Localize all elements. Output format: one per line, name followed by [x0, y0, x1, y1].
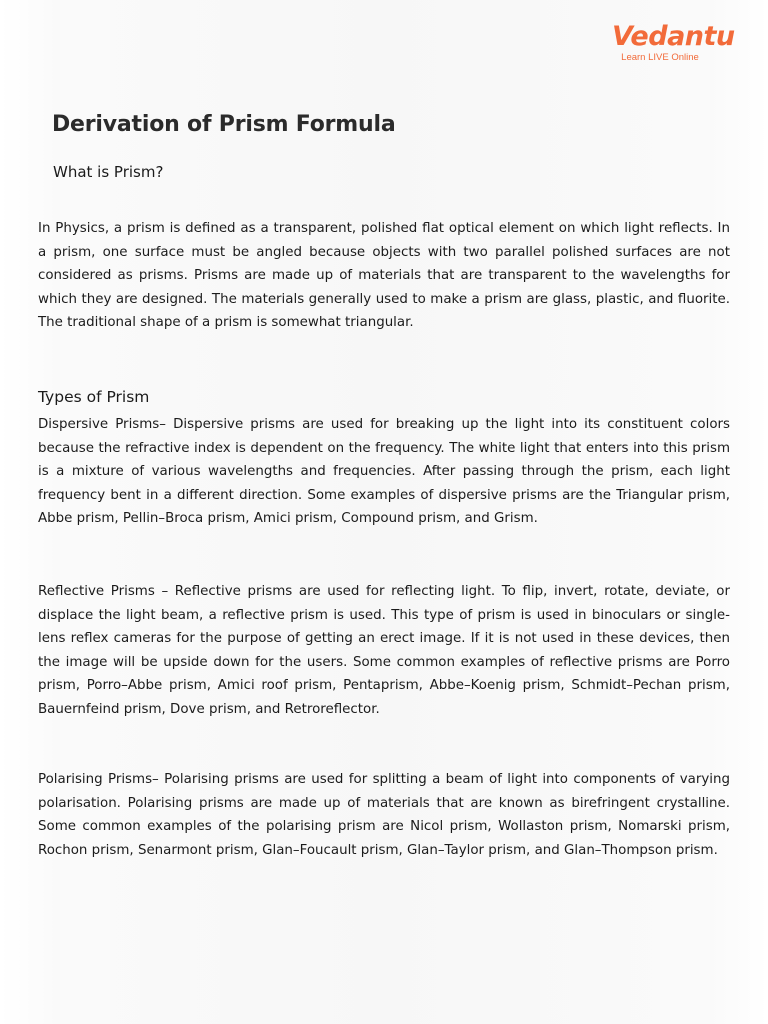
prism-definition-paragraph: In Physics, a prism is defined as a transparent, polished flat optical element on which light reflects. In a prism, one surface must be angled because objects with two parallel polished surfaces are not considered as prisms. Prisms are made up of materials that are transparent to the wavelengths for which they are designed. The materials generally used to make a prism are glass, plastic, and fluorite. The traditional shape of a prism is somewhat triangular.	[38, 221, 730, 330]
logo-tagline: Learn LIVE Online	[621, 52, 699, 63]
reflective-prisms-paragraph: Reflective Prisms – Reflective prisms are used for reflecting light. To flip, invert, rotate, deviate, or displace the light beam, a reflective prism is used. This type of prism is used in binoculars or single-lens reflex cameras for the purpose of getting an erect image. If it is not used in these devices, then the image will be upside down for the users. Some common examples of reflective prisms are Porro prism, Porro–Abbe prism, Amici roof prism, Pentaprism, Abbe–Koenig prism, Schmidt–Pechan prism, Bauernfeind prism, Dove prism, and Retroreflector.	[38, 584, 730, 717]
what-is-prism-heading: What is Prism?	[53, 163, 164, 181]
dispersive-prisms-paragraph: Dispersive Prisms– Dispersive prisms are used for breaking up the light into its constituent colors because the refractive index is dependent on the frequency. The white light that enters into this prism is a mixture of various wavelengths and frequencies. After passing through the prism, each light frequency bent in a different direction. Some examples of dispersive prisms are the Triangular prism, Abbe prism, Pellin–Broca prism, Amici prism, Compound prism, and Grism.	[38, 417, 730, 526]
polarising-prisms-paragraph: Polarising Prisms– Polarising prisms are used for splitting a beam of light into components of varying polarisation. Polarising prisms are made up of materials that are known as birefringent crystalline. Some common examples of the polarising prism are Nicol prism, Wollaston prism, Nomarski prism, Rochon prism, Senarmont prism, Glan–Foucault prism, Glan–Taylor prism, and Glan–Thompson prism.	[38, 772, 730, 858]
types-of-prism-heading: Types of Prism	[38, 388, 150, 406]
logo-wordmark: Vedantu	[612, 21, 735, 52]
page-title: Derivation of Prism Formula	[52, 112, 396, 137]
vedantu-logo	[612, 20, 735, 72]
